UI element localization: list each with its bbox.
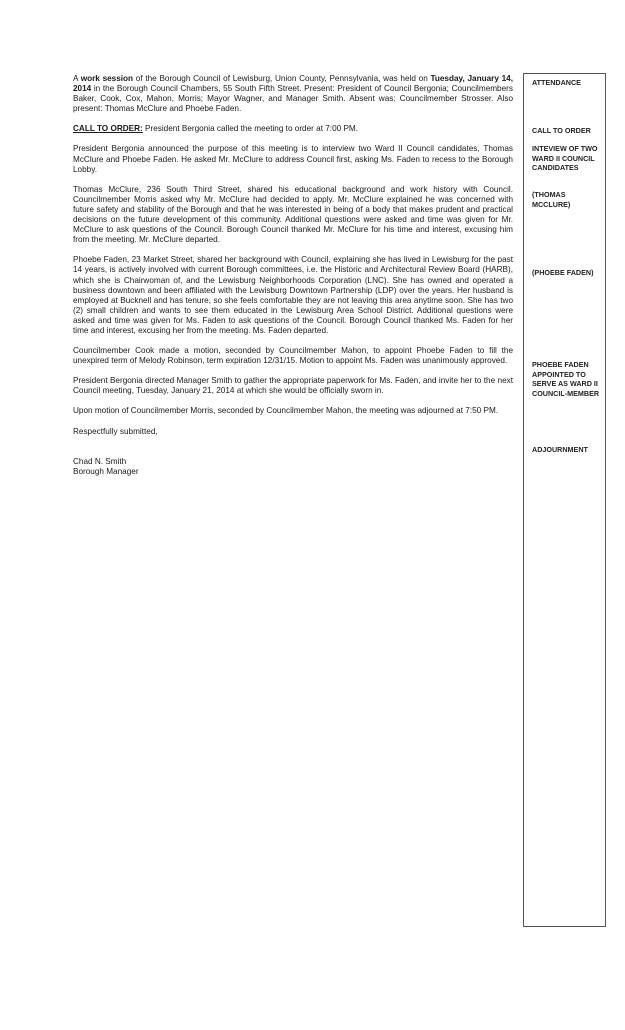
signer-name: Chad N. Smith [73,456,127,466]
margin-note-attendance: ATTENDANCE [532,78,581,87]
directive-paragraph: President Bergonia directed Manager Smith to gather the appropriate paperwork for Ms. Faden, and invite her to the next Council meeting, Tuesday, January 21, 2014 at which she would be officially sworn in. [73,376,513,396]
signer-title: Borough Manager [73,466,139,476]
margin-note-call-to-order: CALL TO ORDER [532,126,591,135]
margin-note-appointment: PHOEBE FADEN APPOINTED TO SERVE AS WARD II COUNCIL-MEMBER [532,360,600,398]
margin-note-faden: (PHOEBE FADEN) [532,268,594,277]
adjournment-paragraph: Upon motion of Councilmember Morris, seconded by Councilmember Mahon, the meeting was adjourned at 7:50 PM. [73,406,499,416]
interview-paragraph: President Bergonia announced the purpose of this meeting is to interview two Ward II Council candidates, Thomas McClure and Phoebe Faden. He asked Mr. McClure to address Council first, asking Ms. Faden to recess to the Borough Lobby. [73,144,513,174]
faden-paragraph: Phoebe Faden, 23 Market Street, shared her background with Council, explaining she has lived in Lewisburg for the past 14 years, is actively involved with current Borough committees, i.e. the Historic and Architectural Review Board (HARB), which she is Chairwoman of, and the Lewisburg Neighborhoods Corporation (LNC). She has owned and operated a business downtown and been affiliated with the Lewisburg Downtown Partnership (LDP) over the years. Her husband is employed at Bucknell and has tenure, so she feels comfortable they are not leaving this area anytime soon. She has two (2) small children and wants to see them educated in the Lewisburg Area School District. Additional questions were asked and time was given for Ms. Faden to ask questions of the Council. Borough Council thanked Ms. Faden for her time and interest, excusing her from the meeting. Ms. Faden departed. [73,255,513,335]
mcclure-paragraph: Thomas McClure, 236 South Third Street, shared his educational background and work history with Council. Councilmember Morris asked why Mr. McClure had decided to apply. Mr. McClure explained he was concerned with future safety and stability of the Borough and that he was interested in being of a body that makes prudent and practical decisions on the future development of this community. Additional questions were asked and time was given for Mr. McClure to ask questions of the Council. Borough Council thanked Mr. McClure for his time and interest, excusing him from the meeting. Mr. McClure departed. [73,184,513,245]
motion-paragraph: Councilmember Cook made a motion, seconded by Councilmember Mahon, to appoint Phoebe Faden to fill the unexpired term of Melody Robinson, term expiration 12/31/15. Motion to appoint Ms. Faden was unanimously approved. [73,346,513,366]
margin-note-interview: INTEVIEW OF TWO WARD II COUNCIL CANDIDATES [532,144,598,173]
margin-notes-box [523,73,606,927]
margin-note-mcclure: (THOMAS MCCLURE) [532,190,571,209]
meeting-date: Tuesday, January 14, 2014 [73,74,513,94]
margin-note-adjournment: ADJOURNMENT [532,445,588,454]
signature-block [73,457,513,477]
attendance-paragraph: A work session of the Borough Council of Lewisburg, Union County, Pennsylvania, was held on Tuesday, January 14, 2014 in the Borough Council Chambers, 55 South Fifth Street. Present: President of Council Bergonia; Councilmembers Baker, Cook, Cox, Mahon, Morris; Mayor Wagner, and Manager Smith. Absent was: Councilmember Strosser. Also present: Thomas McClure and Phoebe Faden. [73,74,513,114]
session-type: work session [80,74,134,83]
call-to-order-paragraph: CALL TO ORDER: President Bergonia called the meeting to order at 7:00 PM. [73,124,359,134]
minutes-body [73,74,513,477]
closing-line: Respectfully submitted, [73,426,158,436]
call-to-order-heading: CALL TO ORDER: [73,124,143,134]
